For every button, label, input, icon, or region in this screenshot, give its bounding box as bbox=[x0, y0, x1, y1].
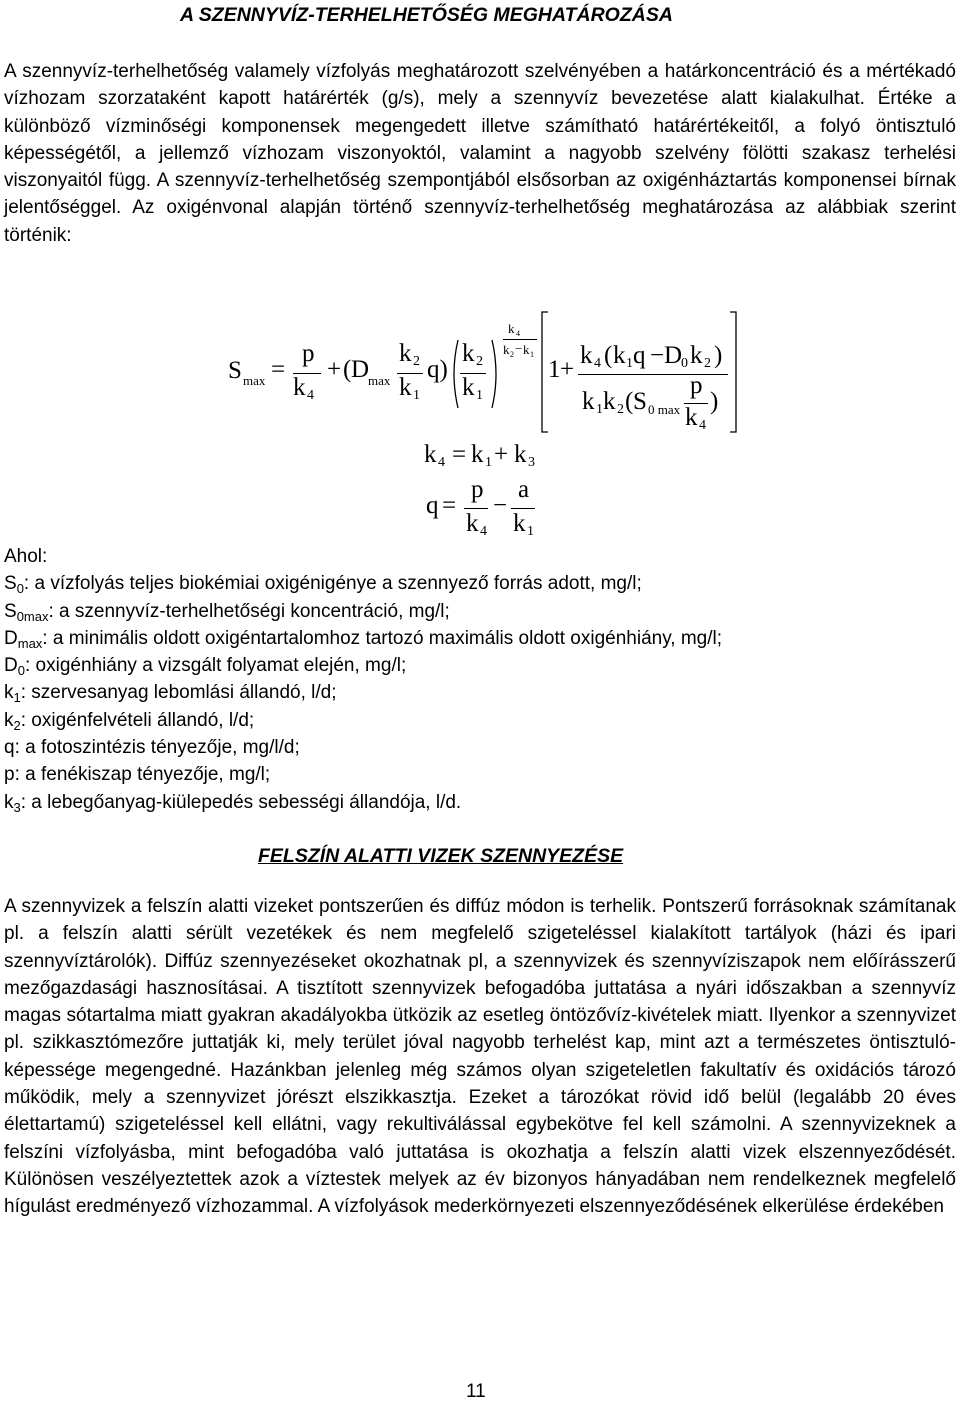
definition-item: $S_0$: a vízfolyás teljes biokémiai oxigénigénye a szennyező forrás adott, mg/l; bbox=[4, 573, 642, 597]
eq-exp-frac-line bbox=[503, 339, 537, 340]
eq-k2-sub: 2 bbox=[413, 354, 420, 369]
eq-num-open: ( bbox=[604, 342, 613, 369]
eq3-frac-line-2 bbox=[511, 508, 535, 509]
eq-one: 1 bbox=[548, 356, 561, 383]
eq-den-close: ) bbox=[710, 388, 719, 415]
eq3-k4: k bbox=[466, 510, 479, 537]
eq-q-close: q) bbox=[427, 356, 448, 383]
eq-den-s-sub: 0 max bbox=[648, 402, 681, 417]
definition-item: p: a fenékiszap tényezője, mg/l; bbox=[4, 764, 271, 786]
eq-k1b-k: k bbox=[462, 374, 475, 401]
eq2-k3-sub: 3 bbox=[528, 455, 535, 470]
definition-item: $k_3$: a lebegőanyag-kiülepedés sebességi állandója, l/d. bbox=[4, 791, 462, 815]
eq-frac-line-4 bbox=[578, 374, 728, 375]
definition-item: $k_1$: szervesanyag lebomlási állandó, l/d; bbox=[4, 682, 337, 706]
eq-d: D bbox=[351, 356, 370, 383]
eq3-k4-sub: 4 bbox=[480, 524, 487, 539]
eq-plus-1: + bbox=[327, 356, 342, 383]
eq-exp-k1-sub: 1 bbox=[530, 350, 534, 359]
eq2-k4: k bbox=[424, 441, 437, 468]
eq-den-open: ( bbox=[625, 388, 634, 415]
eq2-k1: k bbox=[471, 441, 484, 468]
eq-num-d: D bbox=[664, 342, 683, 369]
eq-d-sub: max bbox=[368, 373, 391, 388]
eq-num-close: ) bbox=[714, 342, 723, 369]
definition-item: q: a fotoszintézis tényezője, mg/l/d; bbox=[4, 737, 300, 759]
eq3-q: q bbox=[426, 492, 439, 519]
definition-item: $D_{max}$: a minimális oldott oxigéntartalomhoz tartozó maximális oldott oxigénhiány, mg/l; bbox=[4, 627, 723, 651]
eq-exp-k1: k bbox=[523, 342, 530, 357]
section-title-groundwater-pollution: FELSZÍN ALATTI VIZEK SZENNYEZÉSE bbox=[258, 845, 624, 867]
eq-den-k2-sub: 2 bbox=[617, 402, 624, 417]
eq3-k1: k bbox=[513, 510, 526, 537]
eq-num-k4: k bbox=[580, 342, 593, 369]
eq-open-paren: ( bbox=[343, 356, 352, 383]
eq-den-k2: k bbox=[603, 388, 616, 415]
eq-k1b-sub: 1 bbox=[476, 388, 483, 403]
eq-num-d-sub: 0 bbox=[681, 356, 688, 371]
eq-den-k4-sub: 4 bbox=[699, 418, 706, 433]
eq-k2-k: k bbox=[399, 340, 412, 367]
equation-smax bbox=[0, 0, 960, 560]
eq3-minus: − bbox=[493, 492, 508, 519]
eq-den-k1-sub: 1 bbox=[596, 402, 603, 417]
eq-num-k1-sub: 1 bbox=[626, 356, 633, 371]
eq2-k3: k bbox=[514, 441, 527, 468]
eq-k1-sub: 1 bbox=[413, 388, 420, 403]
eq-k1-k: k bbox=[399, 374, 412, 401]
eq-den-s: S bbox=[633, 388, 647, 415]
eq-s: S bbox=[228, 357, 242, 384]
eq-p: p bbox=[302, 340, 315, 367]
eq3-equals: = bbox=[442, 492, 457, 519]
section-title-wastewater-load: A SZENNYVÍZ-TERHELHETŐSÉG MEGHATÁROZÁSA bbox=[180, 4, 673, 26]
eq2-plus: + bbox=[494, 441, 509, 468]
eq-den-p: p bbox=[690, 372, 703, 399]
eq-num-k4-sub: 4 bbox=[594, 356, 601, 371]
eq-num-k1: k bbox=[613, 342, 626, 369]
eq-den-k4: k bbox=[685, 404, 698, 431]
eq-exp-minus: − bbox=[515, 341, 523, 356]
eq2-k1-sub: 1 bbox=[485, 455, 492, 470]
eq-k4-k: k bbox=[293, 374, 306, 401]
intro-paragraph: A szennyvíz-terhelhetőség valamely vízfolyás meghatározott szelvényében a határkoncentráció és a mértékadó vízhozam szorzataként kapott határérték (g/s), mely a szennyvíz bevezetése alatt kialakulhat. Értéke a különböző vízminőségi komponensek megengedett illetve számítható határértékeitől, a folyó öntisztuló képességétől, a jellemző vízhozam viszonyoktól, valamint a nagyobb szelvény fölötti szakasz terhelési viszonyaitól függ. A szennyvíz-terhelhetőség szempontjából elsősorban az oxigénháztartás komponensei bírnak jelentőséggel. Az oxigénvonal alapján történő szennyvíz-terhelhetőség meghatározása az alábbiak szerint történik: bbox=[4, 61, 956, 246]
eq-s-sub: max bbox=[243, 373, 266, 388]
eq-exp-k2: k bbox=[503, 342, 510, 357]
eq-plus-2: + bbox=[560, 356, 575, 383]
eq-k2b-sub: 2 bbox=[476, 354, 483, 369]
eq-num-k2-sub: 2 bbox=[704, 356, 711, 371]
eq-den-k1: k bbox=[582, 388, 595, 415]
definition-item: $k_2$: oxigénfelvételi állandó, l/d; bbox=[4, 709, 255, 733]
eq-round-brackets bbox=[449, 338, 501, 410]
eq-exp-k4: k bbox=[508, 321, 515, 336]
groundwater-paragraph: A szennyvizek a felszín alatti vizeket pontszerűen és diffúz módon is terhelik. Pontszerű forrásoknak számítanak pl. a felszín alatti sérült vezetékek és nem megfelelő szigeteléssel kialakított tartályok (házi és ipari szennyvíztárolók). Diffúz szennyezéseket okozhatnak pl, a szennyvizek és szennyvíziszapok nem előírásszerű mezőgazdasági hasznosításai. A tisztított szennyvizek befogadóba juttatása a nyári időszakban a szennyvíz magas sótartalma miatt gyakran akadályokba ütközik az esetleg öntözővíz-kivételek miatt. Ilyenkor a szennyvizet pl. szikkasztómezőre juttatják ki, mely terület jóval nagyobb terhelést kap, mint azt a természetes öntisztuló-képessége megengedné. Hazánkban jelenleg még számos olyan szigeteletlen fakultatív és oxidációs tározó működik, mely a szennyvizet jórészt elszikkasztja. Ezeket a tározókat rövid idő belül (legalább 20 éves élettartamú) szigeteléssel kell ellátni, vagy rekultiválással egybekötve fel kell számolni. A szennyvizeknek a felszíni vízfolyásba, mint befogadóba való juttatása is okozhatja a felszín alatti vizek elszennyeződését. Különösen veszélyeztettek azok a víztestek melyek az év bizonyos hányadában nem rendelkeznek megfelelő hígulást eredményező vízhozammal. A vízfolyások mederkörnyezeti elszennyeződésének elkerülése érdekében bbox=[4, 896, 956, 1218]
eq3-a: a bbox=[518, 476, 530, 503]
page-number: 11 bbox=[466, 1381, 486, 1402]
definition-item: $D_0$: oxigénhiány a vizsgált folyamat elején, mg/l; bbox=[4, 655, 407, 679]
eq-exp-k2-sub: 2 bbox=[510, 350, 514, 359]
eq-num-minus: − bbox=[650, 342, 665, 369]
eq2-equals: = bbox=[452, 441, 467, 468]
eq-k4-sub: 4 bbox=[307, 388, 314, 403]
symbol-definitions bbox=[4, 543, 956, 816]
definitions-intro: Ahol: bbox=[4, 546, 48, 567]
eq-k2b-k: k bbox=[462, 340, 475, 367]
eq-exp-k4-sub: 4 bbox=[516, 329, 520, 338]
eq-num-q: q bbox=[633, 342, 646, 369]
eq3-p: p bbox=[471, 476, 484, 503]
eq3-k1-sub: 1 bbox=[527, 524, 534, 539]
eq2-k4-sub: 4 bbox=[438, 455, 445, 470]
definition-item: $S_{0max}$: a szennyvíz-terhelhetőségi koncentráció, mg/l; bbox=[4, 600, 450, 624]
eq-num-k2: k bbox=[690, 342, 703, 369]
eq-equals: = bbox=[271, 356, 286, 383]
eq3-frac-line-1 bbox=[464, 508, 488, 509]
